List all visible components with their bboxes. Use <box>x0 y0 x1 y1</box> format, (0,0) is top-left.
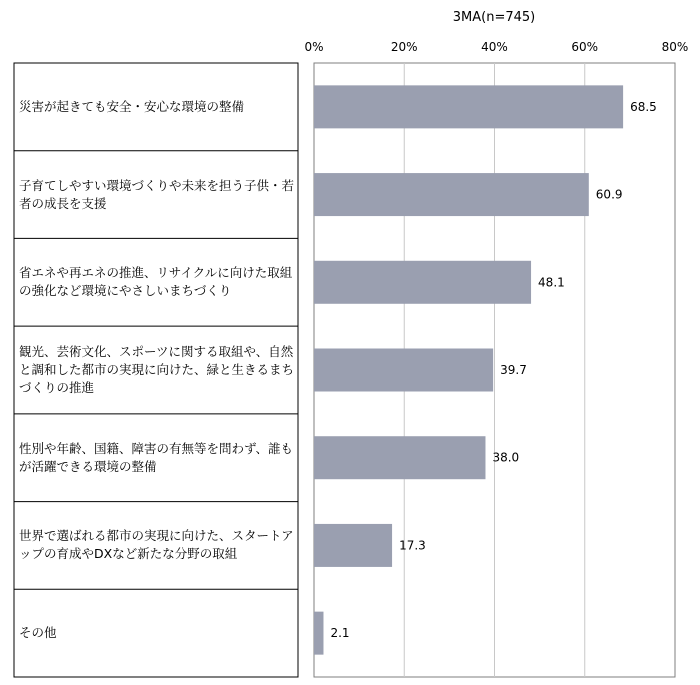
data-label: 39.7 <box>500 363 527 377</box>
data-label: 60.9 <box>595 187 623 202</box>
bar <box>314 85 623 128</box>
bar <box>314 261 531 304</box>
category-label: 世界で選ばれる都市の実現に向けた、スタートアップの育成やDXなど新たな分野の取組 <box>19 528 294 562</box>
category-label: 観光、芸術文化、スポーツに関する取組や、自然と調和した都市の実現に向けた、緑と生きるまちづくりの推進 <box>19 344 295 395</box>
data-label: 2.1 <box>330 626 350 641</box>
category-label: 省エネや再エネの推進、リサイクルに向けた取組の強化など環境にやさしいまちづくり <box>19 265 293 299</box>
category-label: 性別や年齢、国籍、障害の有無等を問わず、誰もが活躍できる環境の整備 <box>19 440 294 474</box>
chart-title: 3MA(n=745) <box>452 10 536 25</box>
bar <box>314 349 493 392</box>
bar <box>314 173 589 216</box>
x-tick-label: 40% <box>481 40 508 54</box>
category-label: その他 <box>19 625 57 641</box>
bar <box>314 612 323 655</box>
bar <box>314 524 392 567</box>
data-label: 17.3 <box>399 538 426 553</box>
data-label: 68.5 <box>630 99 657 114</box>
x-tick-label: 60% <box>571 40 599 54</box>
category-label: 災害が起きても安全・安心な環境の整備 <box>19 98 245 114</box>
x-tick-label: 80% <box>661 40 689 54</box>
x-tick-label: 0% <box>304 40 324 54</box>
category-label: 子育てしやすい環境づくりや未来を担う子供・若者の成長を支援 <box>19 177 295 211</box>
data-label: 38.0 <box>492 450 520 465</box>
bar <box>314 436 485 479</box>
data-label: 48.1 <box>538 275 565 290</box>
x-tick-label: 20% <box>390 40 418 54</box>
